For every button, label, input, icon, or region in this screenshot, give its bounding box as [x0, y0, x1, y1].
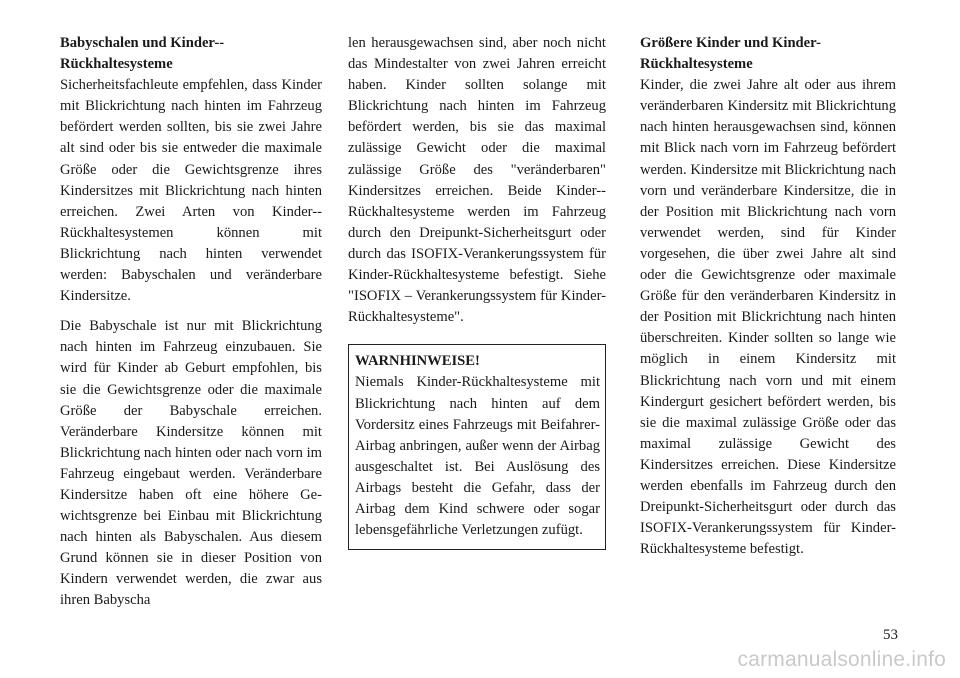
paragraph-continuation: len herausgewachsen sind, aber noch nicht das Mindestalter von zwei Jahren erreicht haben. Kinder sollten solange mit Blickrichtung nach hinten im Fahrzeug befördert werden, bis sie das maximal zulässige Gewicht oder die maximal zulässige Größe des "veränderbaren" Kindersitzes erreichen. Beide Kinder-Rückhaltesysteme werden im Fahrzeug durch den Dreipunkt-Sicherheitsgurt oder durch das ISOFIX-Verankerungssystem für Kinder-Rückhaltesysteme befestigt. Siehe "ISOFIX – Verankerungssystem für Kinder-Rückhaltesysteme".	[348, 35, 606, 326]
paragraph-forward-facing: Kinder, die zwei Jahre alt oder aus ihrem veränderbaren Kindersitz mit Blickrichtung nach hinten herausgewachsen sind, können mit Blick nach vorn im Fahrzeug befördert werden. Kindersitze mit Blickrichtung nach vorn und veränderbare Kindersitze, die in der Position mit Blickrichtung nach vorn verwendet werden, sind für Kinder vorgesehen, die über zwei Jahre alt sind oder die Gewichtsgrenze oder maximale Größe für den veränderbaren Kindersitz in der Position mit Blickrichtung nach hinten überschreiten. Kinder sollten so lange wie möglich in einem Kindersitz mit Blickrichtung nach vorn und mit einem Kindergurt gesichert befördert werden, bis sie die maximal zulässige Größe oder das maximal zulässige Gewicht des Kindersitzes erreichen. Diese Kindersitze werden ebenfalls im Fahrzeug durch den Dreipunkt-Sicherheitsgurt oder durch das ISOFIX-Verankerungssystem für Kinder-Rückhaltesysteme befestigt.	[640, 77, 896, 558]
paragraph-recommendation: Sicherheitsfachleute empfehlen, dass Kinder mit Blickrichtung nach hinten im Fahrzeug befördert werden sollten, bis sie zwei Jahre alt sind oder bis sie entweder die maximale Größe oder die Gewichtsgrenze ihres Kindersitzes mit Blickrichtung nach hinten erreichen. Zwei Arten von Kinder-Rückhaltesystemen können mit Blickrichtung nach hinten verwendet werden: Babyschalen und veränderbare Kindersitze.	[60, 77, 322, 305]
text-column-left	[60, 33, 322, 612]
warning-text: Niemals Kinder-Rückhaltesysteme mit Blickrichtung nach hinten auf dem Vordersitz eines Fahrzeugs mit Beifahrer-Airbag anbringen, außer wenn der Airbag ausgeschaltet ist. Bei Auslösung des Airbags besteht die Gefahr, dass der Airbag dem Kind schwere oder sogar lebensgefährliche Verletzungen zufügt.	[355, 374, 600, 539]
text-column-middle	[348, 33, 606, 550]
warning-box	[348, 344, 606, 550]
page-number: 53	[883, 627, 898, 643]
paragraph-infant-carrier: Die Babyschale ist nur mit Blickrichtung nach hinten im Fahrzeug einzubauen. Sie wird für Kinder ab Geburt empfohlen, bis sie die Gewichtsgrenze oder die maximale Größe der Babyschale erreichen. Veränderbare Kindersitze können mit Blickrichtung nach hinten oder nach vorn im Fahrzeug eingebaut werden. Veränderbare Kindersitze haben oft eine höhere Gewichtsgrenze bei Einbau mit Blickrichtung nach hinten als Babyschalen. Aus diesem Grund können sie in dieser Position von Kindern verwendet werden, die zwar aus ihren Babyscha	[60, 318, 322, 609]
watermark: carmanualsonline.info	[737, 648, 946, 671]
section-heading-infant-seats: Babyschalen und Kinder-Rückhaltesysteme	[60, 35, 225, 73]
warning-heading: WARNHINWEISE!	[355, 353, 480, 370]
section-heading-older-children: Größere Kinder und Kinder-Rückhaltesysteme	[640, 35, 821, 73]
text-column-right	[640, 33, 896, 560]
